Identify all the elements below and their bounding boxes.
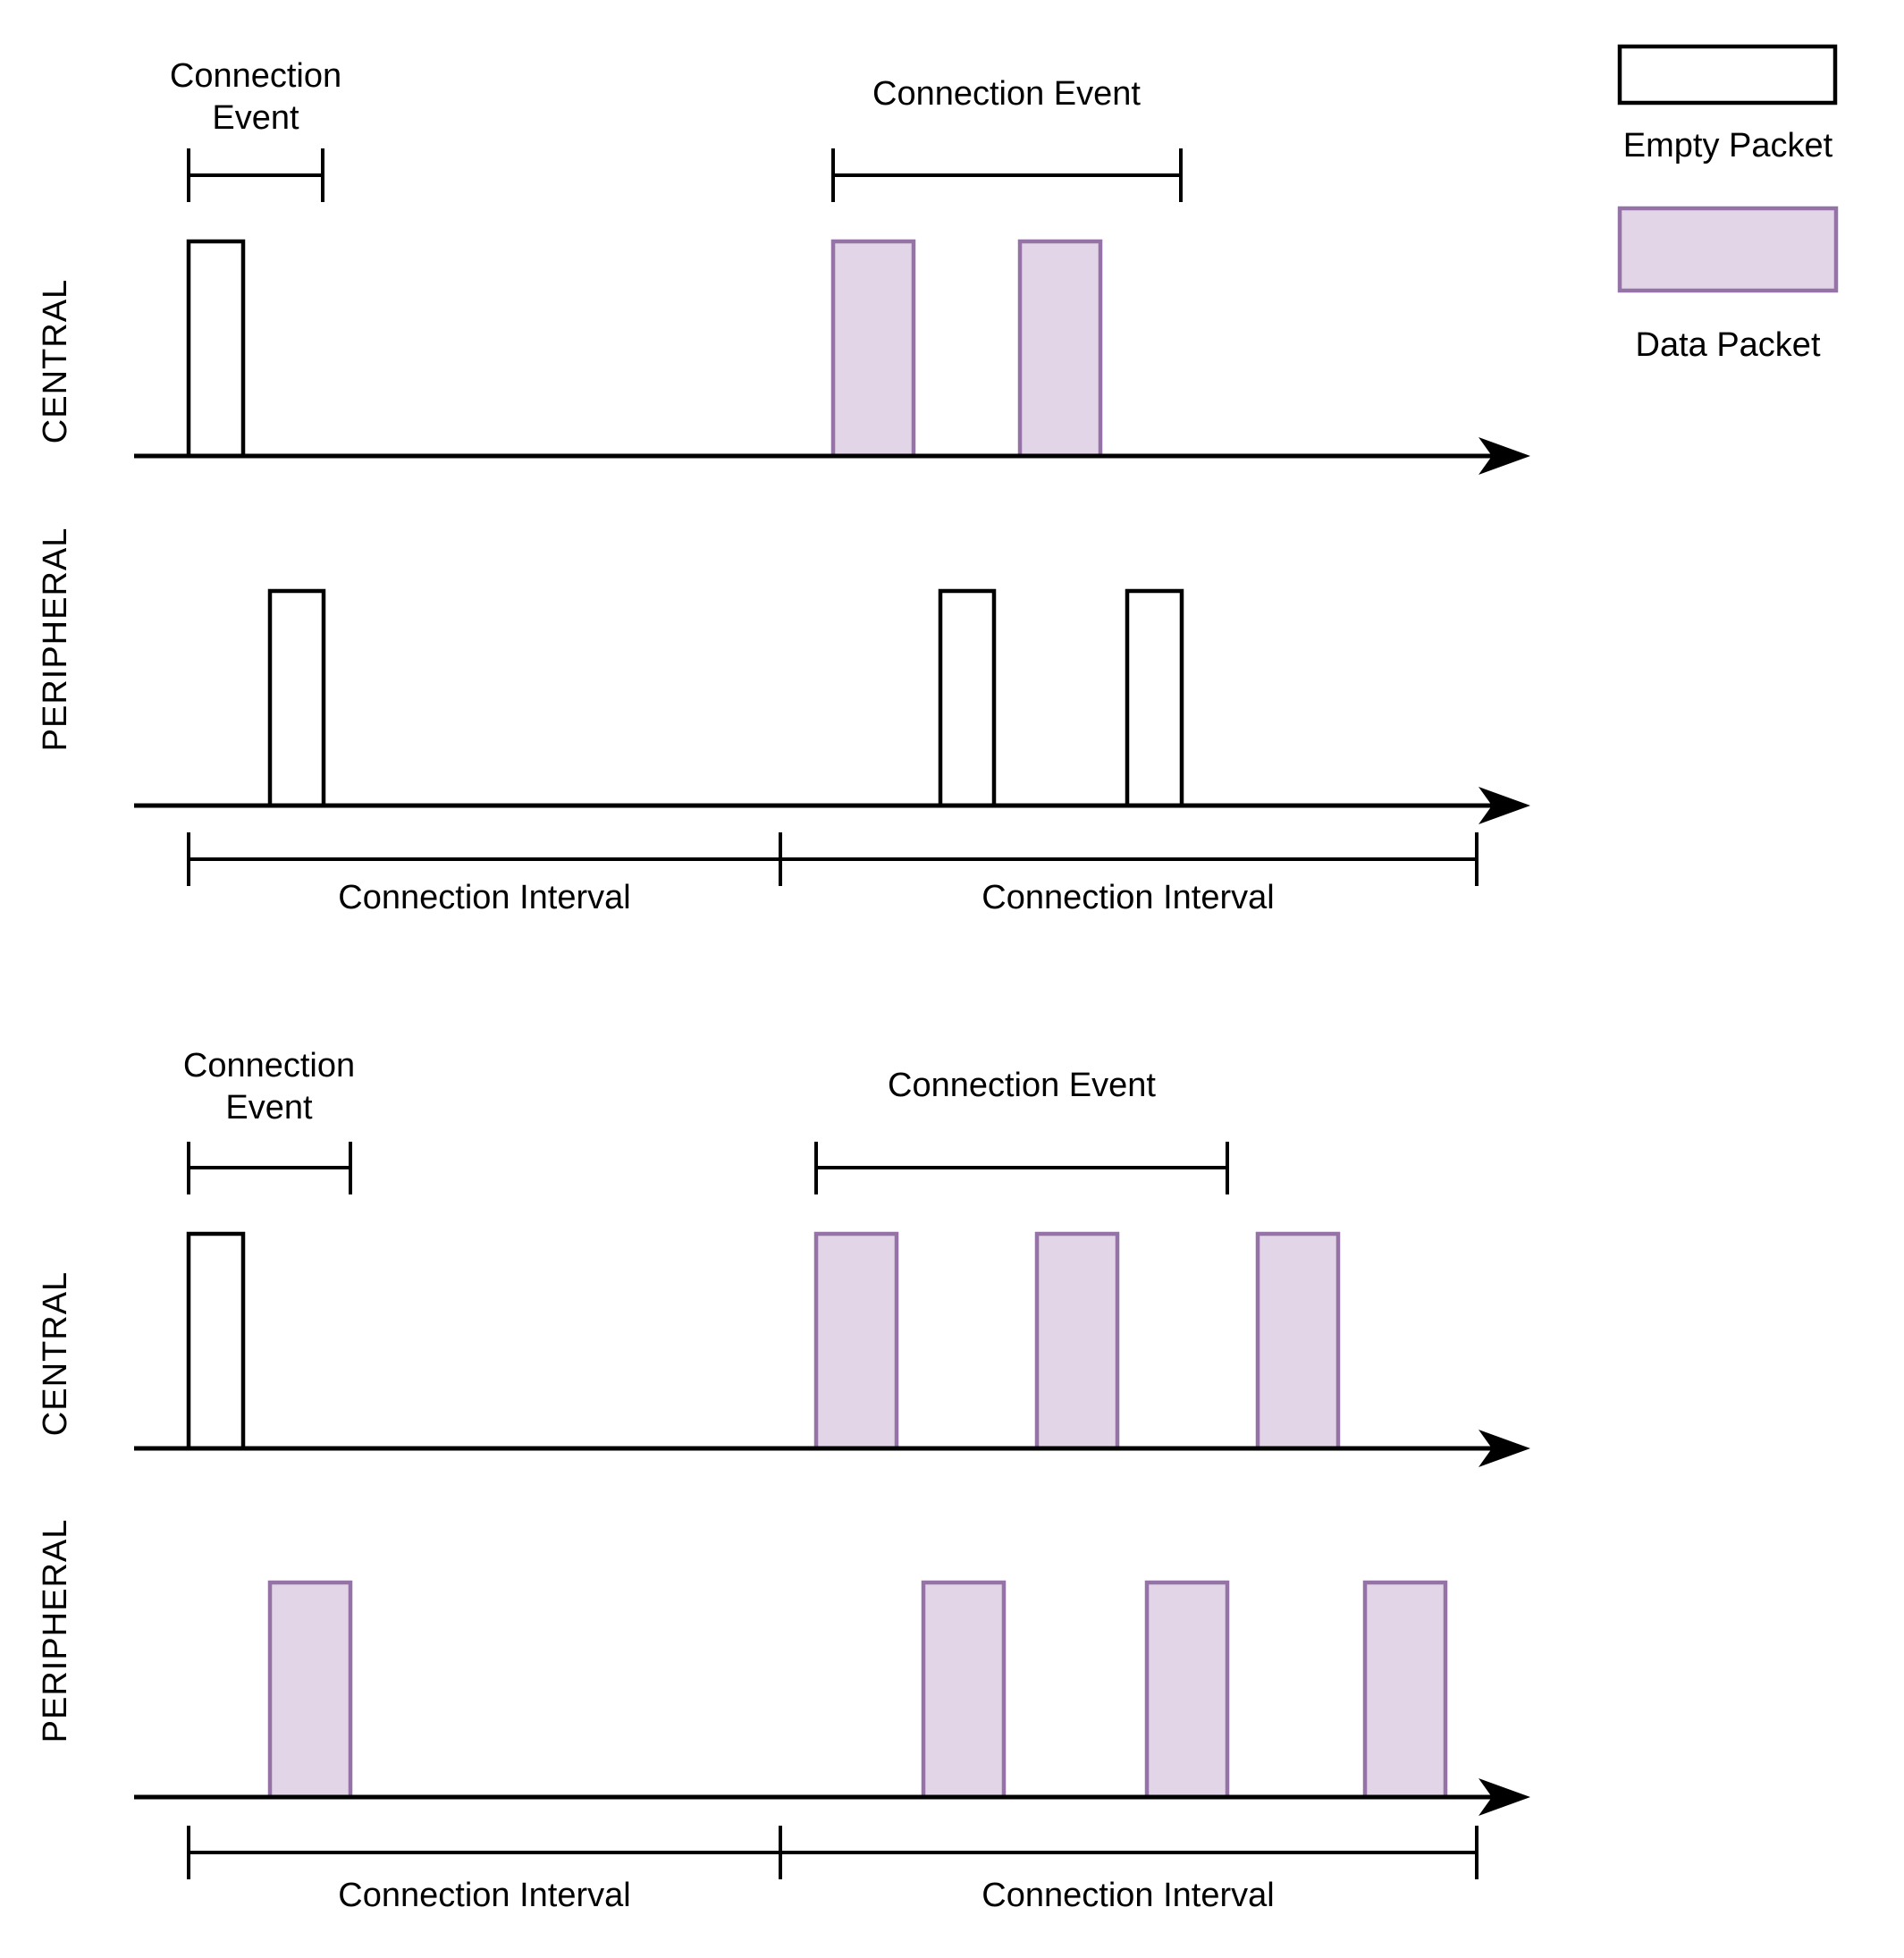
connection-event-label: Connection Event: [888, 1067, 1156, 1104]
connection-event-bracket: [816, 1142, 1227, 1194]
central-packet: [1258, 1234, 1338, 1448]
peripheral-packet: [270, 591, 324, 806]
peripheral-packet: [923, 1582, 1004, 1797]
legend-label-data-packet: Data Packet: [1635, 326, 1821, 364]
central-packet: [816, 1234, 897, 1448]
peripheral-packet: [1365, 1582, 1445, 1797]
connection-event-bracket: [833, 148, 1181, 202]
central-packet: [833, 241, 914, 456]
connection-event-label: Connection Event: [872, 75, 1141, 113]
connection-interval-bracket: [189, 1826, 780, 1879]
central-packet: [1037, 1234, 1117, 1448]
peripheral-packet: [1147, 1582, 1227, 1797]
peripheral-packet: [1127, 591, 1182, 806]
connection-event-label-line2: Event: [212, 99, 299, 137]
top-diagram: [37, 57, 1530, 916]
legend-swatch-data-packet: [1620, 208, 1836, 291]
connection-interval-bracket: [189, 832, 780, 886]
central-packet: [189, 1234, 243, 1448]
central-packet: [1020, 241, 1100, 456]
connection-interval-label: Connection Interval: [981, 879, 1275, 916]
central-packet: [189, 241, 243, 456]
bottom-diagram: [37, 1047, 1530, 1914]
legend-label-empty-packet: Empty Packet: [1622, 127, 1833, 165]
connection-event-bracket: [189, 1142, 350, 1194]
connection-interval-bracket: [780, 1826, 1477, 1879]
connection-event-label-line1: Connection: [182, 1047, 356, 1084]
peripheral-packet: [270, 1582, 350, 1797]
legend: [1620, 46, 1836, 364]
peripheral-row-label: PERIPHERAL: [37, 1518, 74, 1743]
connection-interval-label: Connection Interval: [338, 1877, 631, 1914]
connection-interval-label: Connection Interval: [338, 879, 631, 916]
connection-interval-bracket: [780, 832, 1477, 886]
connection-event-bracket: [189, 148, 323, 202]
connection-event-label-line1: Connection: [169, 57, 342, 95]
connection-event-label-line2: Event: [225, 1089, 313, 1127]
central-row-label: CENTRAL: [37, 1270, 74, 1437]
central-row-label: CENTRAL: [37, 278, 74, 444]
connection-interval-label: Connection Interval: [981, 1877, 1275, 1914]
peripheral-row-label: PERIPHERAL: [37, 527, 74, 752]
legend-swatch-empty-packet: [1620, 46, 1835, 103]
peripheral-packet: [940, 591, 994, 806]
